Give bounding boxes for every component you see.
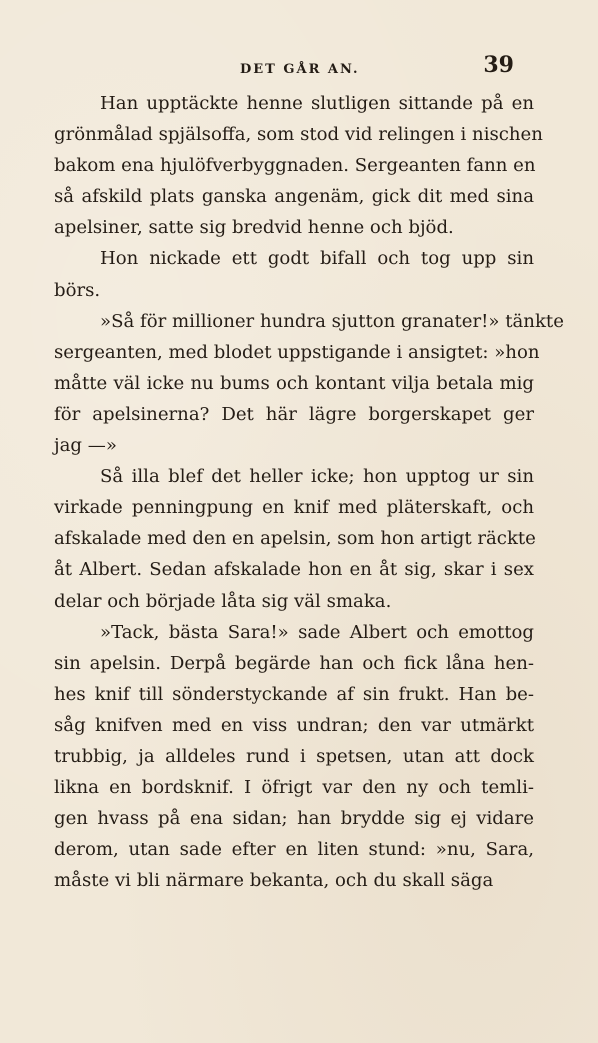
text-line: apelsiner, satte sig bredvid henne och bjöd.	[54, 217, 454, 239]
text-line: »Tack, bästa Sara!» sade Albert och emottog	[100, 621, 534, 643]
text-line: grönmålad spjälsoffa, som stod vid relingen i nischen	[54, 124, 543, 146]
text-line: så afskild plats ganska angenäm, gick dit med sina	[54, 186, 534, 208]
paragraph	[54, 243, 534, 305]
paragraph	[54, 88, 543, 243]
text-line: åt Albert. Sedan afskalade hon en åt sig, skar i sex	[54, 559, 534, 581]
text-line: delar och började låta sig väl smaka.	[54, 590, 392, 612]
text-line: sergeanten, med blodet uppstigande i ansigtet: »hon	[54, 341, 540, 363]
text-line: Hon nickade ett godt bifall och tog upp sin	[100, 248, 534, 270]
text-line: virkade penningpung en knif med pläterskaft, och	[54, 497, 534, 519]
text-line: afskalade med den en apelsin, som hon artigt räckte	[54, 528, 536, 550]
text-line: Han upptäckte henne slutligen sittande på en	[100, 93, 534, 114]
page-number: 39	[483, 52, 514, 78]
text-line: börs.	[54, 279, 101, 301]
text-line: måtte väl icke nu bums och kontant vilja betala mig	[54, 372, 534, 394]
text-line: derom, utan sade efter en liten stund: »nu, Sara,	[54, 839, 534, 861]
text-line: måste vi bli närmare bekanta, och du skall säga	[54, 870, 494, 892]
page-header	[54, 52, 514, 84]
text-line: för apelsinerna? Det här lägre borgerskapet ger	[54, 403, 534, 425]
text-line: såg knifven med en viss undran; den var utmärkt	[54, 714, 534, 736]
paragraph	[54, 461, 534, 616]
text-line: jag —»	[54, 435, 117, 457]
text-line: likna en bordsknif. I öfrigt var den ny och temli-	[54, 777, 534, 799]
running-head: DET GÅR AN.	[240, 62, 360, 77]
text-line: sin apelsin. Derpå begärde han och fick låna hen-	[54, 652, 534, 674]
paragraph	[54, 617, 534, 897]
text-line: »Så för millioner hundra sjutton granater!» tänkte	[100, 310, 564, 332]
text-line: Så illa blef det heller icke; hon upptog ur sin	[100, 466, 534, 488]
text-line: hes knif till sönderstyckande af sin frukt. Han be-	[54, 683, 534, 705]
paragraph	[54, 306, 564, 461]
text-line: trubbig, ja alldeles rund i spetsen, utan att dock	[54, 745, 534, 767]
text-line: gen hvass på ena sidan; han brydde sig ej vidare	[54, 808, 534, 830]
body-text	[54, 88, 564, 896]
text-line: bakom ena hjulöfverbyggnaden. Sergeanten fann en	[54, 155, 536, 177]
